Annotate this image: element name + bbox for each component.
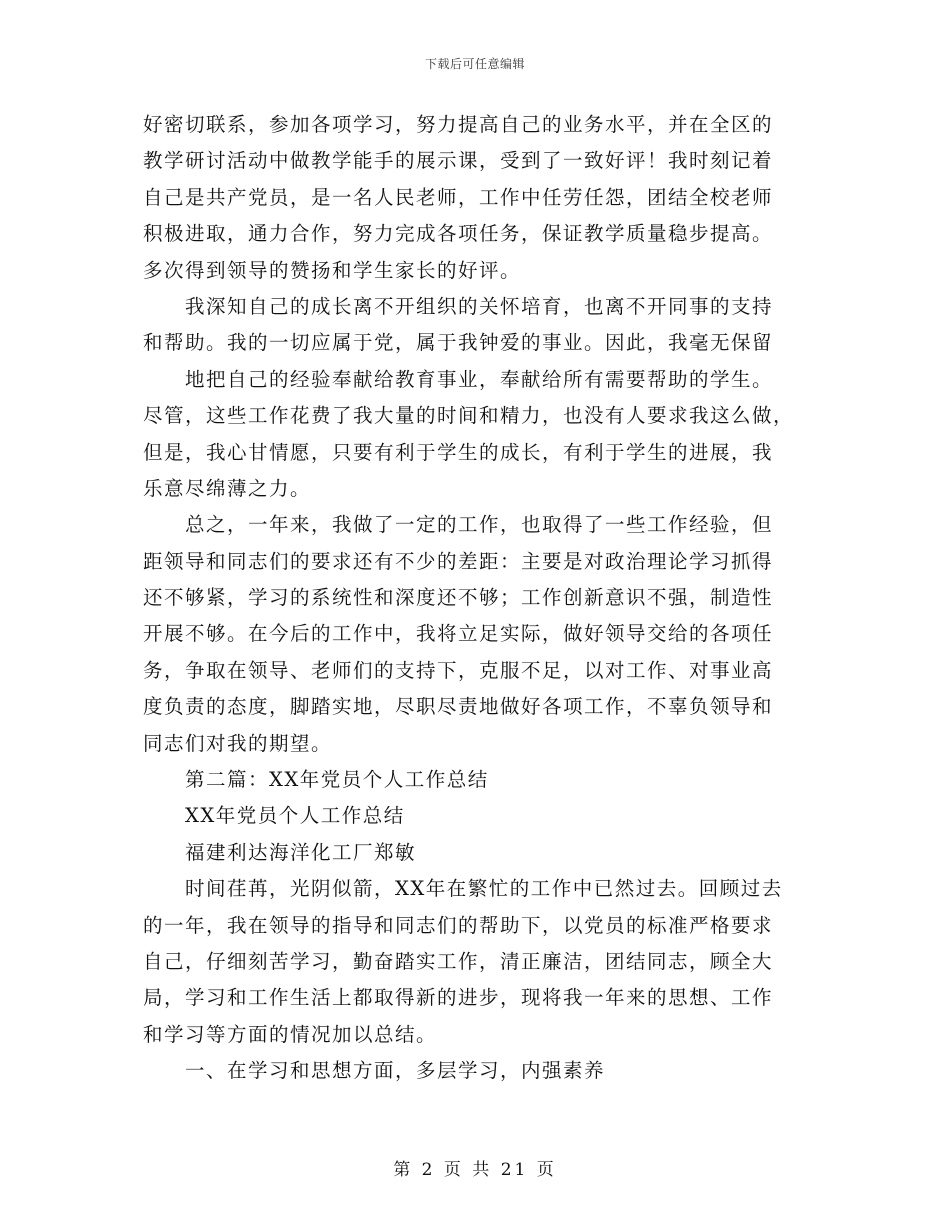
paragraph-line: 教学研讨活动中做教学能手的展示课，受到了一致好评！我时刻记着: [143, 149, 774, 173]
paragraph-line: 务，争取在领导、老师们的支持下，克服不足，以对工作、对事业高: [143, 658, 774, 682]
paragraph-line: 的一年，我在领导的指导和同志们的帮助下，以党员的标准严格要求: [143, 913, 774, 937]
paragraph-line: 距领导和同志们的要求还有不少的差距：主要是对政治理论学习抓得: [143, 549, 774, 573]
paragraph-line: 好密切联系，参加各项学习，努力提高自己的业务水平，并在全区的: [143, 113, 774, 136]
page-number-footer: 第 2 页 共 21 页: [393, 1160, 557, 1180]
paragraph-line: 但是，我心甘情愿，只要有利于学生的成长，有利于学生的进展，我: [143, 440, 774, 464]
paragraph-line: 多次得到领导的赞扬和学生家长的好评。: [143, 258, 522, 282]
paragraph-line: 和学习等方面的情况加以总结。: [143, 1022, 438, 1046]
paragraph-line: 乐意尽绵薄之力。: [143, 476, 312, 500]
author-line: 福建利达海洋化工厂郑敏: [185, 840, 417, 864]
paragraph-line: 和帮助。我的一切应属于党，属于我钟爱的事业。因此，我毫无保留: [143, 331, 774, 355]
paragraph-line: 局，学习和工作生活上都取得新的进步，现将我一年来的思想、工作: [143, 986, 774, 1010]
paragraph-line: 度负责的态度，脚踏实地，尽职尽责地做好各项工作，不辜负领导和: [143, 695, 774, 719]
paragraph-line: 自己是共产党员，是一名人民老师，工作中任劳任怨，团结全校老师: [143, 185, 774, 209]
paragraph-line: 时间荏苒，光阴似箭，XX年在繁忙的工作中已然过去。回顾过去: [185, 877, 783, 901]
paragraph-line: 地把自己的经验奉献给教育事业，奉献给所有需要帮助的学生。: [185, 367, 774, 391]
paragraph-line: 自己，仔细刻苦学习，勤奋踏实工作，清正廉洁，团结同志，顾全大: [143, 949, 774, 973]
paragraph-line: 总之，一年来，我做了一定的工作，也取得了一些工作经验，但: [185, 513, 774, 537]
paragraph-line: 开展不够。在今后的工作中，我将立足实际，做好领导交给的各项任: [143, 622, 774, 646]
section-heading: 第二篇：XX年党员个人工作总结: [185, 768, 489, 792]
paragraph-line: 我深知自己的成长离不开组织的关怀培育，也离不开同事的支持: [185, 294, 774, 318]
paragraph-line: 还不够紧，学习的系统性和深度还不够；工作创新意识不强，制造性: [143, 586, 774, 610]
paragraph-line: 同志们对我的期望。: [143, 731, 333, 755]
subsection-heading: 一、在学习和思想方面，多层学习，内强素养: [185, 1059, 606, 1083]
document-body: [143, 107, 803, 1090]
paragraph-line: 积极进取，通力合作，努力完成各项任务，保证教学质量稳步提高。: [143, 222, 774, 246]
page-header: 下载后可任意编辑: [424, 57, 525, 71]
section-title: XX年党员个人工作总结: [185, 804, 405, 828]
paragraph-line: 尽管，这些工作花费了我大量的时间和精力，也没有人要求我这么做，: [143, 404, 795, 428]
